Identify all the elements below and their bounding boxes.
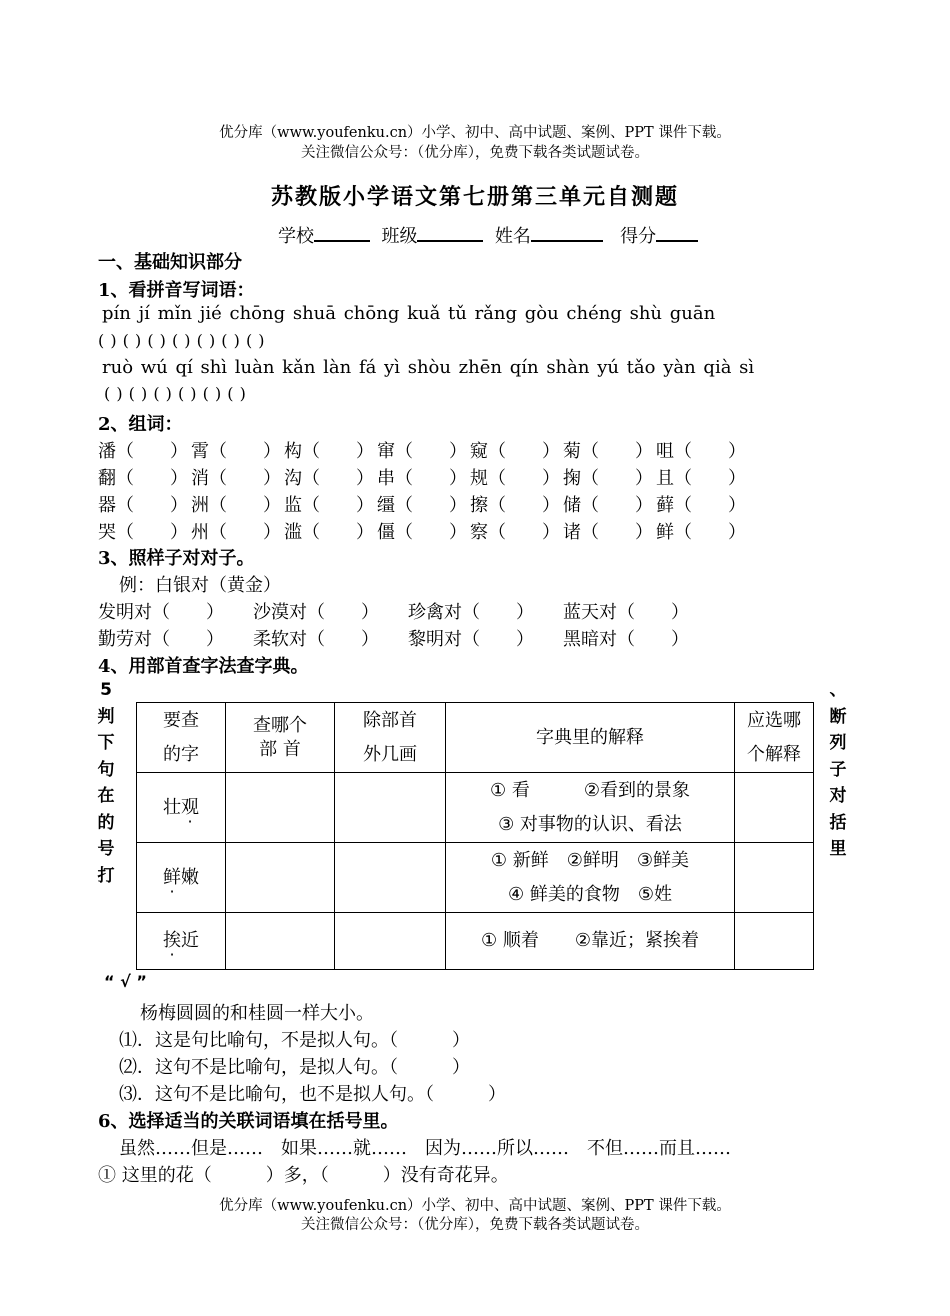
- choice-answer-cell[interactable]: [735, 773, 814, 843]
- q2-character: 州: [191, 522, 209, 543]
- q2-blank[interactable]: （ ）: [395, 495, 467, 516]
- q2-blank[interactable]: （ ）: [674, 468, 746, 489]
- q2-blank[interactable]: （ ）: [488, 522, 560, 543]
- q2-word-item[interactable]: [563, 464, 656, 490]
- q2-blank[interactable]: （ ）: [209, 495, 281, 516]
- q2-blank[interactable]: （ ）: [302, 441, 374, 462]
- q2-blank[interactable]: （ ）: [581, 468, 653, 489]
- q2-blank[interactable]: （ ）: [116, 468, 188, 489]
- col-header-strokes: 除部首 外几画: [335, 703, 446, 773]
- footer-line-1: 优分库（www.youfenku.cn）小学、初中、高中试题、案例、PPT 课件下载。: [219, 1198, 731, 1214]
- q2-word-item[interactable]: [377, 491, 470, 517]
- class-blank[interactable]: [417, 222, 483, 242]
- q2-character: 缰: [377, 495, 395, 516]
- q2-blank[interactable]: （ ）: [116, 495, 188, 516]
- q2-character: 擦: [470, 495, 488, 516]
- q2-character: 菊: [563, 441, 581, 462]
- col-header-word: 要查 的字: [137, 703, 226, 773]
- explanation-cell: ① 新鲜 ②鲜明 ③鲜美 ④ 鲜美的食物 ⑤姓: [446, 843, 735, 913]
- q2-character: 器: [98, 495, 116, 516]
- couplet-item[interactable]: 黎明对（ ）: [408, 629, 534, 650]
- radical-answer-cell[interactable]: [226, 913, 335, 970]
- q2-blank[interactable]: （ ）: [395, 522, 467, 543]
- footer-line-2: 关注微信公众号：（优分库），免费下载各类试题试卷。: [301, 1217, 649, 1233]
- q2-word-item[interactable]: [377, 437, 470, 463]
- word-cell: 壮观: [137, 773, 226, 843]
- q2-character: 洲: [191, 495, 209, 516]
- q2-character: 察: [470, 522, 488, 543]
- q2-blank[interactable]: （ ）: [674, 441, 746, 462]
- strokes-answer-cell[interactable]: [335, 773, 446, 843]
- q6-heading: 6、选择适当的关联词语填在括号里。: [98, 1111, 399, 1132]
- q2-word-grid: [98, 437, 749, 545]
- q2-word-item[interactable]: [98, 437, 191, 463]
- q5-sentence: 杨梅圆圆的和桂圆一样大小。: [140, 1003, 374, 1024]
- q2-row: [98, 518, 749, 545]
- q2-word-item[interactable]: [563, 518, 656, 544]
- q2-character: 串: [377, 468, 395, 489]
- q2-character: 哭: [98, 522, 116, 543]
- score-label: 得分: [620, 226, 657, 247]
- col-header-explanation: 字典里的解释: [446, 703, 735, 773]
- q2-blank[interactable]: （ ）: [581, 522, 653, 543]
- q5-left-vertical-text: 5 判 下 句 在 的 号 打: [97, 680, 115, 886]
- q4-heading: 4、用部首查字法查字典。: [98, 656, 309, 677]
- school-blank[interactable]: [314, 222, 370, 242]
- q2-blank[interactable]: （ ）: [395, 441, 467, 462]
- name-label: 姓名: [494, 226, 531, 247]
- q2-word-item[interactable]: [284, 491, 377, 517]
- q2-word-item[interactable]: [284, 518, 377, 544]
- q2-blank[interactable]: （ ）: [302, 522, 374, 543]
- q2-blank[interactable]: （ ）: [488, 468, 560, 489]
- q2-word-item[interactable]: [191, 437, 284, 463]
- q2-character: 储: [563, 495, 581, 516]
- q1-blanks-row-1[interactable]: ( ) ( ) ( ) ( ) ( ) ( ) ( ): [98, 331, 265, 350]
- q2-character: 潘: [98, 441, 116, 462]
- q2-blank[interactable]: （ ）: [209, 468, 281, 489]
- q2-word-item[interactable]: [470, 437, 563, 463]
- explanation-cell: ① 顺着 ②靠近；紧挨着: [446, 913, 735, 970]
- q2-character: 滥: [284, 522, 302, 543]
- q2-character: 藓: [656, 495, 674, 516]
- couplet-item[interactable]: 珍禽对（ ）: [408, 602, 534, 623]
- section-1-heading: 一、基础知识部分: [98, 252, 242, 273]
- q2-word-item[interactable]: [377, 464, 470, 490]
- q2-word-item[interactable]: [98, 464, 191, 490]
- q2-word-item[interactable]: [191, 491, 284, 517]
- header-line-2: 关注微信公众号：（优分库），免费下载各类试题试卷。: [301, 145, 649, 161]
- col-header-choice: 应选哪 个解释: [735, 703, 814, 773]
- q6-connectives: 虽然……但是…… 如果……就…… 因为……所以…… 不但……而且……: [119, 1138, 731, 1159]
- q2-word-item[interactable]: [656, 491, 749, 517]
- q2-row: [98, 464, 749, 491]
- col-header-radical: 查哪个 部 首: [226, 703, 335, 773]
- q2-character: 霄: [191, 441, 209, 462]
- choice-answer-cell[interactable]: [735, 843, 814, 913]
- q2-word-item[interactable]: [191, 464, 284, 490]
- q2-word-item[interactable]: [563, 491, 656, 517]
- q2-blank[interactable]: （ ）: [209, 522, 281, 543]
- name-blank[interactable]: [531, 222, 603, 242]
- q3-row-2: [98, 625, 689, 651]
- header-line-1: 优分库（www.youfenku.cn）小学、初中、高中试题、案例、PPT 课件下载。: [219, 125, 731, 141]
- page-title: 苏教版小学语文第七册第三单元自测题: [270, 184, 679, 210]
- q2-character: 掬: [563, 468, 581, 489]
- dictionary-table: [136, 702, 814, 970]
- radical-answer-cell[interactable]: [226, 773, 335, 843]
- info-line: [278, 222, 698, 248]
- q2-blank[interactable]: （ ）: [581, 441, 653, 462]
- q2-row: [98, 437, 749, 464]
- q2-character: 消: [191, 468, 209, 489]
- couplet-item[interactable]: 柔软对（ ）: [253, 629, 379, 650]
- q2-character: 僵: [377, 522, 395, 543]
- table-row: [137, 843, 814, 913]
- explanation-cell: ① 看 ②看到的景象 ③ 对事物的认识、看法: [446, 773, 735, 843]
- q2-blank[interactable]: （ ）: [674, 495, 746, 516]
- q5-option-3[interactable]: ⑶．这句不是比喻句，也不是拟人句。（ ）: [119, 1084, 506, 1105]
- q2-character: 翻: [98, 468, 116, 489]
- table-row: [137, 773, 814, 843]
- q2-word-item[interactable]: [284, 437, 377, 463]
- q1-pinyin-row-2: ruò wú qí shì luàn kǎn làn fá yì shòu zhēn qín shàn yú tǎo yàn qià sì: [102, 357, 755, 378]
- q1-pinyin-row-1: pín jí mǐn jié chōng shuā chōng kuǎ tǔ rǎng gòu chéng shù guān: [102, 303, 716, 324]
- q2-blank[interactable]: （ ）: [395, 468, 467, 489]
- q2-blank[interactable]: （ ）: [302, 468, 374, 489]
- q2-blank[interactable]: （ ）: [488, 441, 560, 462]
- q2-word-item[interactable]: [191, 518, 284, 544]
- q2-character: 诸: [563, 522, 581, 543]
- q2-character: 窜: [377, 441, 395, 462]
- radical-answer-cell[interactable]: [226, 843, 335, 913]
- q2-character: 窥: [470, 441, 488, 462]
- q2-blank[interactable]: （ ）: [488, 495, 560, 516]
- q3-example: 例：白银对（黄金）: [119, 575, 281, 596]
- table-header-row: [137, 703, 814, 773]
- strokes-answer-cell[interactable]: [335, 913, 446, 970]
- q3-row-1: [98, 598, 689, 624]
- q5-option-1[interactable]: ⑴．这是句比喻句，不是拟人句。（ ）: [119, 1030, 470, 1051]
- choice-answer-cell[interactable]: [735, 913, 814, 970]
- q2-character: 且: [656, 468, 674, 489]
- q2-character: 沟: [284, 468, 302, 489]
- strokes-answer-cell[interactable]: [335, 843, 446, 913]
- q2-blank[interactable]: （ ）: [209, 441, 281, 462]
- q2-word-item[interactable]: [656, 464, 749, 490]
- couplet-item[interactable]: 黑暗对（ ）: [563, 629, 689, 650]
- q2-word-item[interactable]: [98, 518, 191, 544]
- q2-character: 咀: [656, 441, 674, 462]
- word-cell: 鲜嫩: [137, 843, 226, 913]
- q6-item-1[interactable]: ① 这里的花（ ）多，（ ）没有奇花异。: [98, 1165, 509, 1186]
- word-cell: 挨近: [137, 913, 226, 970]
- couplet-item[interactable]: 勤劳对（ ）: [98, 629, 224, 650]
- q5-checkmark-label: “ √ ”: [104, 972, 147, 991]
- q2-word-item[interactable]: [377, 518, 470, 544]
- q2-word-item[interactable]: [656, 518, 749, 544]
- table-row: [137, 913, 814, 970]
- class-label: 班级: [381, 226, 418, 247]
- q2-blank[interactable]: （ ）: [674, 522, 746, 543]
- q2-word-item[interactable]: [470, 518, 563, 544]
- q5-option-2[interactable]: ⑵．这句不是比喻句，是拟人句。（ ）: [119, 1057, 470, 1078]
- q2-word-item[interactable]: [284, 464, 377, 490]
- q1-blanks-row-2[interactable]: ( ) ( ) ( ) ( ) ( ) ( ): [104, 384, 246, 403]
- q2-word-item[interactable]: [563, 437, 656, 463]
- q2-blank[interactable]: （ ）: [116, 522, 188, 543]
- q2-blank[interactable]: （ ）: [116, 441, 188, 462]
- couplet-item[interactable]: 蓝天对（ ）: [563, 602, 689, 623]
- school-label: 学校: [278, 226, 314, 247]
- q1-heading: 1、看拼音写词语：: [98, 280, 255, 301]
- q3-heading: 3、照样子对对子。: [98, 548, 255, 569]
- q2-word-item[interactable]: [470, 464, 563, 490]
- q2-character: 监: [284, 495, 302, 516]
- couplet-item[interactable]: 沙漠对（ ）: [253, 602, 379, 623]
- q2-character: 规: [470, 468, 488, 489]
- q5-right-vertical-text: 、 断 列 子 对 括 里: [829, 680, 847, 859]
- q2-word-item[interactable]: [656, 437, 749, 463]
- q2-heading: 2、组词：: [98, 414, 183, 435]
- couplet-item[interactable]: 发明对（ ）: [98, 602, 224, 623]
- q2-blank[interactable]: （ ）: [581, 495, 653, 516]
- q2-blank[interactable]: （ ）: [302, 495, 374, 516]
- q2-row: [98, 491, 749, 518]
- q2-word-item[interactable]: [470, 491, 563, 517]
- q2-character: 鲜: [656, 522, 674, 543]
- score-blank[interactable]: [656, 222, 698, 242]
- q2-character: 构: [284, 441, 302, 462]
- q2-word-item[interactable]: [98, 491, 191, 517]
